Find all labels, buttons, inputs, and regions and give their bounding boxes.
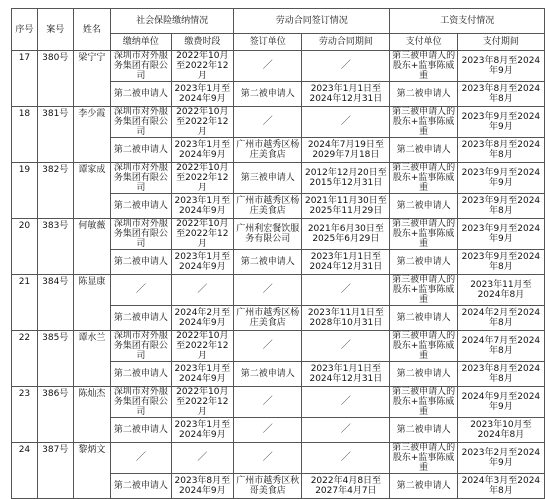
- sign-unit-cell: ／: [234, 443, 302, 474]
- pay-unit-cell: 第二被申请人: [111, 138, 171, 163]
- wage-period-cell: 2023年9月至2024年8月: [457, 194, 544, 219]
- pay-unit-cell: 深圳市对外服务集团有限公司: [111, 331, 171, 362]
- wage-period-cell: 2024年3月至2024年8月: [457, 474, 544, 499]
- pay-unit-cell: 第二被申请人: [111, 250, 171, 275]
- pay-period-cell: 2024年2月至2024年9月: [171, 306, 233, 331]
- seq-cell: 19: [12, 163, 38, 219]
- wage-unit-cell: 第三被申请人的股东+监事陈威重: [390, 219, 457, 250]
- wage-unit-cell: 第二被申请人: [390, 362, 457, 387]
- name-cell: 谭水兰: [73, 331, 111, 387]
- pay-unit-cell: 第二被申请人: [111, 82, 171, 107]
- wage-period-cell: 2024年7月至2024年8月: [457, 331, 544, 362]
- table-row: [12, 331, 545, 362]
- header-contract-period: 劳动合同期间: [302, 34, 390, 51]
- sign-unit-cell: 广州市越秀区杨庄美食店: [234, 194, 302, 219]
- name-cell: 何敏薇: [73, 219, 111, 275]
- wage-period-cell: 2024年9月至2024年9月: [457, 387, 544, 418]
- sign-unit-cell: ／: [234, 275, 302, 306]
- contract-period-cell: 2012年12月20日至2015年12月31日: [302, 163, 390, 194]
- pay-unit-cell: ／: [111, 443, 171, 474]
- wage-unit-cell: 第三被申请人的股东+监事陈威重: [390, 275, 457, 306]
- pay-period-cell: 2022年10月至2022年12月: [171, 51, 233, 82]
- wage-period-cell: 2023年2月至2024年9月: [457, 443, 544, 474]
- wage-period-cell: 2023年9月至2024年9月: [457, 219, 544, 250]
- pay-period-cell: 2023年8月至2024年9月: [171, 474, 233, 499]
- sign-unit-cell: 广州市越秀区杨庄美食店: [234, 306, 302, 331]
- wage-period-cell: 2023年8月至2024年9月: [457, 51, 544, 82]
- pay-unit-cell: 第二被申请人: [111, 474, 171, 499]
- wage-period-cell: 2024年2月至2024年8月: [457, 306, 544, 331]
- sign-unit-cell: ／: [234, 331, 302, 362]
- pay-period-cell: 2022年10月至2022年12月: [171, 219, 233, 250]
- case-no-cell: 382号: [37, 163, 73, 219]
- wage-unit-cell: 第三被申请人的股东+监事陈威重: [390, 51, 457, 82]
- contract-period-cell: 2023年1月1日至2024年12月31日: [302, 250, 390, 275]
- header-case-no: 案号: [37, 9, 73, 51]
- header-pay-period: 缴费时段: [171, 34, 233, 51]
- pay-unit-cell: ／: [111, 275, 171, 306]
- pay-unit-cell: 深圳市对外服务集团有限公司: [111, 51, 171, 82]
- evidence-table: [11, 8, 545, 499]
- pay-unit-cell: 第二被申请人: [111, 362, 171, 387]
- contract-period-cell: ／: [302, 418, 390, 443]
- seq-cell: 20: [12, 219, 38, 275]
- header-labor-contract: 劳动合同签订情况: [234, 9, 390, 34]
- pay-period-cell: 2022年10月至2022年12月: [171, 387, 233, 418]
- pay-period-cell: 2023年1月至2024年9月: [171, 418, 233, 443]
- wage-unit-cell: 第二被申请人: [390, 82, 457, 107]
- pay-unit-cell: 深圳市对外服务集团有限公司: [111, 219, 171, 250]
- table-row: [12, 51, 545, 82]
- header-wage-payment: 工资支付情况: [390, 9, 545, 34]
- header-sign-unit: 签订单位: [234, 34, 302, 51]
- contract-period-cell: 2023年1月1日至2024年12月31日: [302, 82, 390, 107]
- case-no-cell: 386号: [37, 387, 73, 443]
- sign-unit-cell: 第二被申请人: [234, 362, 302, 387]
- name-cell: 陈显康: [73, 275, 111, 331]
- sign-unit-cell: 第二被申请人: [234, 82, 302, 107]
- table-row: [12, 219, 545, 250]
- wage-unit-cell: 第二被申请人: [390, 306, 457, 331]
- seq-cell: 23: [12, 387, 38, 443]
- sign-unit-cell: 广州市越秀区秋哥美食店: [234, 474, 302, 499]
- wage-unit-cell: 第三被申请人的股东+监事陈威重: [390, 331, 457, 362]
- pay-unit-cell: 第二被申请人: [111, 418, 171, 443]
- sign-unit-cell: ／: [234, 51, 302, 82]
- contract-period-cell: 2023年1月1日至2024年12月31日: [302, 362, 390, 387]
- contract-period-cell: 2022年4月8日至2027年4月7日: [302, 474, 390, 499]
- pay-period-cell: 2023年1月至2024年9月: [171, 194, 233, 219]
- header-pay-unit: 缴纳单位: [111, 34, 171, 51]
- case-no-cell: 384号: [37, 275, 73, 331]
- wage-unit-cell: 第二被申请人: [390, 250, 457, 275]
- name-cell: 李少霞: [73, 107, 111, 163]
- sign-unit-cell: 第三被申请人: [234, 163, 302, 194]
- pay-unit-cell: 第二被申请人: [111, 306, 171, 331]
- case-no-cell: 380号: [37, 51, 73, 107]
- case-no-cell: 383号: [37, 219, 73, 275]
- sign-unit-cell: ／: [234, 418, 302, 443]
- pay-unit-cell: 深圳市对外服务集团有限公司: [111, 387, 171, 418]
- wage-period-cell: 2023年8月至2024年8月: [457, 82, 544, 107]
- wage-unit-cell: 第三被申请人的股东+监事陈威重: [390, 387, 457, 418]
- seq-cell: 18: [12, 107, 38, 163]
- name-cell: 黎炳文: [73, 443, 111, 499]
- contract-period-cell: 2024年7月19日至2029年7月18日: [302, 138, 390, 163]
- contract-period-cell: 2023年11月1日至2028年10月31日: [302, 306, 390, 331]
- seq-cell: 17: [12, 51, 38, 107]
- contract-period-cell: ／: [302, 51, 390, 82]
- name-cell: 梁宁宁: [73, 51, 111, 107]
- wage-unit-cell: 第三被申请人的股东+监事陈威重: [390, 443, 457, 474]
- wage-unit-cell: 第三被申请人的股东+监事陈威重: [390, 107, 457, 138]
- contract-period-cell: ／: [302, 387, 390, 418]
- header-wage-unit: 支付单位: [390, 34, 457, 51]
- table-row: [12, 275, 545, 306]
- table-row: [12, 163, 545, 194]
- table-row: [12, 443, 545, 474]
- contract-period-cell: ／: [302, 331, 390, 362]
- sign-unit-cell: 广州利宏餐饮服务有限公司: [234, 219, 302, 250]
- contract-period-cell: ／: [302, 443, 390, 474]
- pay-period-cell: ／: [171, 275, 233, 306]
- contract-period-cell: ／: [302, 107, 390, 138]
- wage-period-cell: 2023年8月至2024年8月: [457, 138, 544, 163]
- wage-unit-cell: 第三被申请人的股东+监事陈威重: [390, 163, 457, 194]
- wage-unit-cell: 第二被申请人: [390, 138, 457, 163]
- case-no-cell: 387号: [37, 443, 73, 499]
- wage-unit-cell: 第二被申请人: [390, 418, 457, 443]
- case-no-cell: 381号: [37, 107, 73, 163]
- wage-period-cell: 2023年9月至2024年9月: [457, 107, 544, 138]
- pay-period-cell: 2022年10月至2022年12月: [171, 331, 233, 362]
- table-row: [12, 107, 545, 138]
- wage-period-cell: 2023年9月至2024年8月: [457, 250, 544, 275]
- pay-period-cell: 2023年1月至2024年9月: [171, 250, 233, 275]
- table-row: [12, 387, 545, 418]
- contract-period-cell: ／: [302, 275, 390, 306]
- pay-period-cell: ／: [171, 443, 233, 474]
- seq-cell: 21: [12, 275, 38, 331]
- seq-cell: 24: [12, 443, 38, 499]
- sign-unit-cell: ／: [234, 107, 302, 138]
- pay-period-cell: 2023年1月至2024年9月: [171, 362, 233, 387]
- wage-period-cell: 2023年10月至2024年8月: [457, 418, 544, 443]
- header-wage-period: 支付期间: [457, 34, 544, 51]
- pay-period-cell: 2023年1月至2024年9月: [171, 82, 233, 107]
- pay-period-cell: 2023年1月至2024年9月: [171, 138, 233, 163]
- header-row-top: [12, 9, 545, 34]
- seq-cell: 22: [12, 331, 38, 387]
- wage-unit-cell: 第二被申请人: [390, 194, 457, 219]
- sign-unit-cell: ／: [234, 387, 302, 418]
- pay-period-cell: 2022年10月至2022年12月: [171, 163, 233, 194]
- pay-period-cell: 2022年10月至2022年12月: [171, 107, 233, 138]
- pay-unit-cell: 深圳市对外服务集团有限公司: [111, 163, 171, 194]
- contract-period-cell: 2021年11月30日至2025年11月29日: [302, 194, 390, 219]
- header-seq: 序号: [12, 9, 38, 51]
- wage-period-cell: 2023年11月至2024年8月: [457, 275, 544, 306]
- wage-period-cell: 2023年9月至2024年9月: [457, 163, 544, 194]
- name-cell: 陈灿杰: [73, 387, 111, 443]
- sign-unit-cell: 广州市越秀区杨庄美食店: [234, 138, 302, 163]
- wage-period-cell: 2023年8月至2024年8月: [457, 362, 544, 387]
- case-no-cell: 385号: [37, 331, 73, 387]
- name-cell: 谭家成: [73, 163, 111, 219]
- header-social-insurance: 社会保险缴纳情况: [111, 9, 234, 34]
- sign-unit-cell: 第二被申请人: [234, 250, 302, 275]
- header-name: 姓名: [73, 9, 111, 51]
- contract-period-cell: 2021年6月30日至2025年6月29日: [302, 219, 390, 250]
- pay-unit-cell: 第二被申请人: [111, 194, 171, 219]
- pay-unit-cell: 深圳市对外服务集团有限公司: [111, 107, 171, 138]
- wage-unit-cell: 第二被申请人: [390, 474, 457, 499]
